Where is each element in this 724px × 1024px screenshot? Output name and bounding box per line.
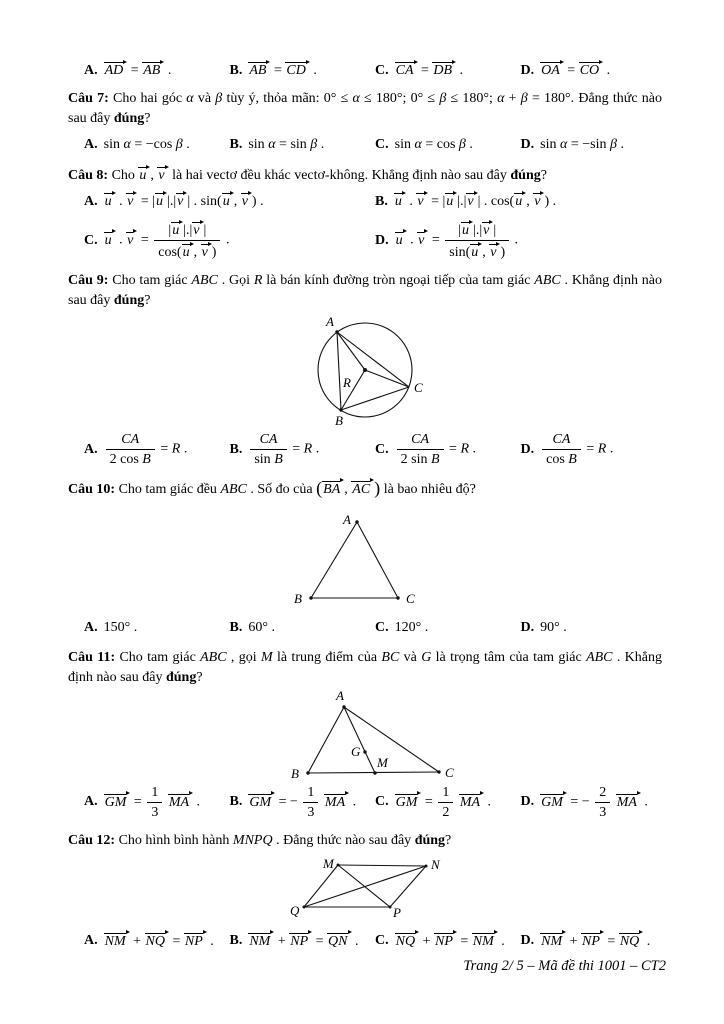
option-formula: sin α = cos β . (394, 137, 473, 152)
option-8a (84, 191, 371, 212)
option-8d (375, 220, 662, 261)
radius-label-r: R (343, 375, 351, 390)
question-statement: Cho hai góc α và β tùy ý, thỏa mãn: 0° ≤ α ≤ 180°; 0° ≤ β ≤ 180°; α + β = 180°. Đẳng thức nào sau đây đúng? (68, 91, 663, 126)
figure-equilateral-triangle (68, 512, 662, 608)
question-10-text (68, 478, 662, 500)
vertex-label-p: P (393, 904, 401, 920)
vertex-label-c: C (414, 380, 423, 395)
question-12-options (84, 931, 662, 952)
question-7-options (84, 135, 662, 155)
option-11a (84, 784, 226, 821)
option-6b (230, 60, 372, 81)
question-number: Câu 8: (68, 168, 109, 183)
option-6a (84, 60, 226, 81)
question-7-text (68, 89, 662, 129)
option-formula: NQ + NP = NM . (395, 931, 505, 952)
centroid-label-g: G (351, 743, 361, 759)
option-formula: $\frac{CA}{\text{sin B}}$ = R . (248, 431, 319, 468)
option-formula: $\frac{CA}{\text{2 sin B}}$ = R . (395, 431, 476, 468)
option-formula: $\frac{CA}{\text{2 cos B}}$ = R . (104, 431, 188, 468)
option-formula: NM + NP = QN . (248, 931, 358, 952)
figure-parallelogram (68, 855, 662, 921)
vertex-label-b: B (335, 413, 343, 428)
option-formula: u . v = |u |.|v | . sin(u , v ) . (104, 191, 264, 212)
option-letter: B. (375, 193, 388, 209)
option-formula: u . v = $\frac{|u |.|v |}{\sin(u , v )}$ . (395, 220, 519, 261)
option-letter: D. (520, 619, 535, 635)
option-formula: AD = AB . (104, 60, 172, 81)
question-statement: Cho u , v là hai vectơ đều khác vectơ-không. Khẳng định nào sau đây đúng? (112, 168, 547, 183)
question-statement: Cho tam giác đều ABC . Số đo của (BA , AC ) là bao nhiêu độ? (118, 478, 476, 498)
option-7a (84, 135, 226, 155)
question-statement: Cho tam giác ABC . Gọi R là bán kính đường tròn ngoại tiếp của tam giác ABC . Khẳng định nào sau đây đúng? (68, 273, 662, 308)
option-10d (521, 618, 663, 638)
option-12a (84, 931, 226, 952)
option-12c (375, 931, 517, 952)
option-letter: C. (375, 933, 389, 949)
option-formula: 150° . (103, 619, 138, 635)
option-12b (230, 931, 372, 952)
centroid-diagram (276, 690, 454, 782)
vertex-label-a: A (326, 314, 334, 329)
option-letter: A. (84, 619, 98, 635)
option-9b (230, 431, 372, 468)
option-letter: D. (375, 232, 389, 248)
question-number: Câu 12: (68, 832, 116, 848)
option-letter: D. (520, 794, 535, 810)
question-6-options (84, 60, 662, 81)
option-11b (230, 784, 372, 821)
option-letter: C. (375, 137, 389, 152)
option-letter: A. (84, 441, 98, 457)
question-11-options (84, 784, 662, 821)
option-letter: A. (84, 62, 98, 78)
option-letter: B. (229, 933, 243, 949)
question-9-text (68, 271, 662, 311)
option-formula: NM + NQ = NP . (104, 931, 214, 952)
option-9c (375, 431, 517, 468)
option-8b (375, 191, 662, 212)
option-letter: C. (84, 232, 98, 248)
option-letter: D. (520, 441, 535, 457)
option-7d (521, 135, 663, 155)
option-7b (230, 135, 372, 155)
option-letter: A. (84, 794, 98, 810)
option-letter: B. (229, 441, 243, 457)
vertex-label-c: C (406, 590, 415, 606)
question-number: Câu 11: (68, 649, 116, 665)
option-letter: C. (375, 619, 389, 635)
question-10-options (84, 618, 662, 638)
option-9d (521, 431, 663, 468)
option-letter: D. (520, 933, 535, 949)
figure-circumscribed-circle (68, 313, 662, 429)
exam-content (68, 56, 662, 952)
option-formula: 120° . (394, 619, 429, 635)
option-formula: sin α = sin β . (248, 137, 325, 152)
option-letter: C. (375, 441, 389, 457)
question-8-text (68, 165, 662, 186)
vertex-label-b: B (291, 765, 299, 781)
question-number: Câu 10: (68, 481, 116, 497)
option-10b (230, 618, 372, 638)
question-number: Câu 9: (68, 273, 109, 288)
option-6c (375, 60, 517, 81)
triangle-diagram (285, 512, 445, 608)
option-letter: B. (229, 794, 243, 810)
vertex-label-q: Q (290, 902, 300, 918)
option-letter: D. (520, 62, 535, 78)
question-9-options (84, 431, 662, 468)
question-11-text (68, 648, 662, 688)
question-8-options (84, 191, 662, 261)
option-letter: A. (84, 137, 98, 152)
vertex-label-m: M (323, 855, 334, 871)
vertex-label-a: A (336, 689, 344, 703)
option-8c (84, 220, 371, 261)
vertex-label-b: B (294, 590, 302, 606)
option-letter: C. (375, 62, 389, 78)
vertex-label-a: A (343, 511, 351, 527)
option-11c (375, 784, 517, 821)
option-letter: B. (229, 137, 243, 152)
option-10c (375, 618, 517, 638)
option-formula: 90° . (540, 619, 567, 635)
vertex-label-n: N (431, 856, 440, 872)
vertex-label-c: C (445, 764, 454, 780)
parallelogram-diagram (286, 855, 444, 921)
option-formula: sin α = −sin β . (540, 137, 624, 152)
circumcircle-diagram (275, 313, 455, 429)
option-formula: GM = − $\frac{1}{3}$ MA . (249, 784, 357, 820)
option-letter: A. (84, 933, 98, 949)
option-10a (84, 618, 226, 638)
option-letter: C. (375, 794, 389, 810)
midpoint-label-m: M (377, 754, 388, 770)
option-formula: AB = CD . (248, 60, 316, 81)
option-formula: NM + NP = NQ . (540, 931, 650, 952)
option-6d (521, 60, 663, 81)
option-formula: GM = − $\frac{2}{3}$ MA . (541, 784, 648, 820)
option-formula: u . v = |u |.|v | . cos(u , v ) . (394, 191, 556, 212)
option-formula: $\frac{CA}{\text{cos B}}$ = R . (540, 431, 613, 468)
option-7c (375, 135, 517, 155)
figure-triangle-centroid (68, 690, 662, 782)
option-formula: u . v = $\frac{|u |.|v |}{\cos(u , v )}$ . (104, 220, 230, 261)
option-formula: 60° . (248, 619, 275, 635)
option-letter: B. (229, 62, 243, 78)
option-letter: A. (84, 193, 98, 209)
option-formula: OA = CO . (540, 60, 610, 81)
question-number: Câu 7: (68, 91, 109, 106)
option-12d (521, 931, 663, 952)
question-12-text (68, 831, 662, 851)
option-letter: B. (229, 619, 243, 635)
option-formula: CA = DB . (395, 60, 463, 81)
option-formula: sin α = −cos β . (103, 137, 190, 152)
page-footer: Trang 2/ 5 – Mã đề thi 1001 – CT2 (463, 958, 666, 974)
option-9a (84, 431, 226, 468)
question-statement: Cho hình bình hành MNPQ . Đẳng thức nào sau đây đúng? (118, 832, 452, 848)
option-formula: GM = $\frac{1}{3}$ MA . (104, 784, 201, 820)
option-formula: GM = $\frac{1}{2}$ MA . (395, 784, 492, 820)
option-11d (521, 784, 663, 821)
option-letter: D. (520, 137, 535, 152)
question-statement: Cho tam giác ABC , gọi M là trung điểm của BC và G là trọng tâm của tam giác ABC . Khẳng định nào sau đây đúng? (68, 649, 663, 685)
